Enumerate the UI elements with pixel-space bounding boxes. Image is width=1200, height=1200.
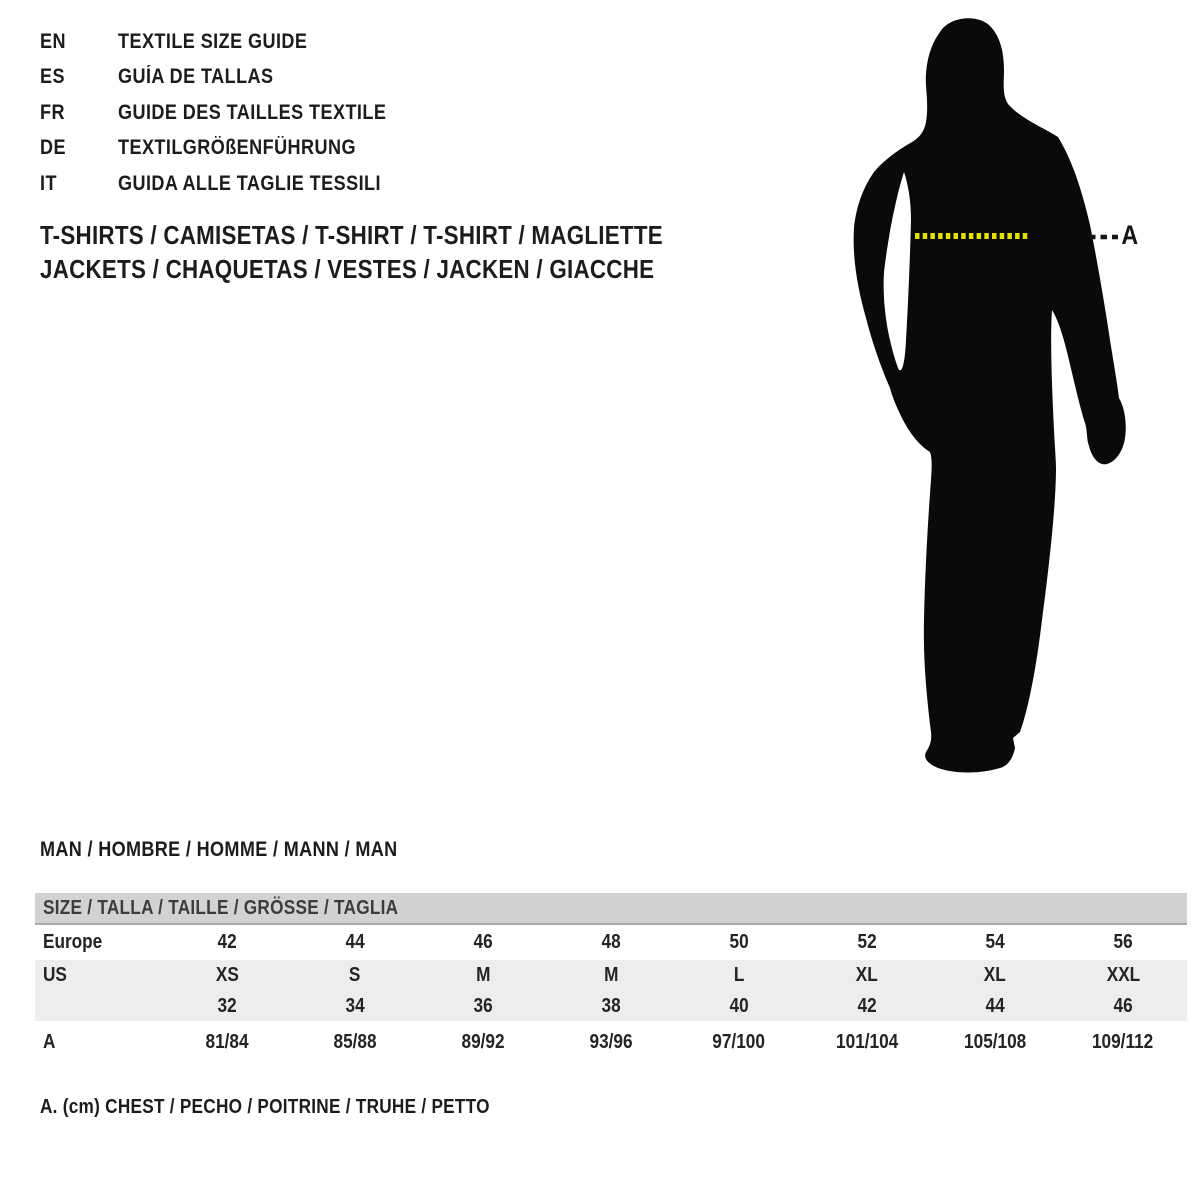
table-cell: 54 — [985, 931, 1005, 953]
guide-title-fr: GUIDE DES TAILLES TEXTILE — [118, 100, 387, 124]
language-row-de — [40, 131, 430, 167]
guide-title-en: TEXTILE SIZE GUIDE — [118, 29, 308, 53]
table-cell: 46 — [1113, 994, 1133, 1017]
size-table — [35, 893, 1187, 1063]
language-list — [40, 24, 430, 202]
table-cell: M — [475, 964, 491, 986]
language-code: EN — [40, 29, 66, 53]
language-code: FR — [40, 100, 65, 124]
guide-title-it: GUIDA ALLE TAGLIE TESSILI — [118, 171, 381, 195]
table-cell: 34 — [345, 994, 365, 1017]
table-cell: XXL — [1106, 964, 1140, 986]
language-row-it — [40, 166, 430, 202]
table-cell: 48 — [601, 931, 621, 953]
table-cell: 42 — [857, 994, 877, 1017]
table-row-label: Europe — [43, 931, 103, 953]
man-silhouette — [854, 18, 1126, 772]
table-cell: 50 — [729, 931, 749, 953]
table-cell: 105/108 — [963, 1030, 1027, 1053]
table-cell: 44 — [985, 994, 1005, 1017]
table-row-label — [35, 995, 163, 1018]
category-line-tshirts: T-SHIRTS / CAMISETAS / T-SHIRT / T-SHIRT / MAGLIETTE — [40, 220, 663, 250]
language-row-es — [40, 60, 430, 96]
product-categories — [40, 218, 764, 286]
table-row-label: A — [43, 1030, 56, 1053]
table-cell: L — [733, 964, 745, 986]
language-code: IT — [40, 171, 57, 195]
section-title-man: MAN / HOMBRE / HOMME / MANN / MAN — [40, 838, 398, 861]
table-cell: 89/92 — [461, 1030, 505, 1053]
category-line-jackets: JACKETS / CHAQUETAS / VESTES / JACKEN / GIACCHE — [40, 254, 655, 284]
measurement-footnote: A. (cm) CHEST / PECHO / POITRINE / TRUHE / PETTO — [40, 1096, 490, 1118]
language-row-en — [40, 24, 430, 60]
table-cell: 85/88 — [333, 1030, 377, 1053]
guide-title-de: TEXTILGRÖßENFÜHRUNG — [118, 136, 356, 160]
size-table-header-bar: SIZE / TALLA / TAILLE / GRÖSSE / TAGLIA — [35, 893, 1187, 925]
table-row-us — [35, 960, 1187, 991]
table-cell: 38 — [601, 994, 621, 1017]
table-row-europe — [35, 925, 1187, 960]
language-code: DE — [40, 136, 66, 160]
language-row-fr — [40, 95, 430, 131]
table-cell: 56 — [1113, 931, 1133, 953]
man-silhouette-svg — [820, 10, 1140, 795]
guide-title-es: GUÍA DE TALLAS — [118, 65, 274, 89]
table-cell: 93/96 — [589, 1030, 633, 1053]
table-cell: XS — [215, 964, 239, 986]
table-cell: 101/104 — [835, 1030, 899, 1053]
table-cell: 52 — [857, 931, 877, 953]
chest-measure-label-a: A — [1121, 220, 1139, 250]
table-cell: 44 — [345, 931, 365, 953]
table-cell: M — [603, 964, 619, 986]
table-cell: 32 — [217, 994, 237, 1017]
table-cell: XL — [984, 964, 1006, 986]
table-cell: 46 — [473, 931, 493, 953]
table-cell: 81/84 — [205, 1030, 249, 1053]
table-cell: 40 — [729, 994, 749, 1017]
table-row-chest-a — [35, 1021, 1187, 1063]
table-cell: 36 — [473, 994, 493, 1017]
language-code: ES — [40, 65, 65, 89]
table-cell: 109/112 — [1092, 1030, 1154, 1053]
table-row-label: US — [43, 964, 67, 986]
table-cell: S — [349, 964, 361, 986]
table-row-numeric — [35, 991, 1187, 1021]
table-cell: XL — [856, 964, 878, 986]
table-cell: 97/100 — [712, 1030, 766, 1053]
man-figure — [820, 10, 1140, 795]
table-cell: 42 — [217, 931, 237, 953]
